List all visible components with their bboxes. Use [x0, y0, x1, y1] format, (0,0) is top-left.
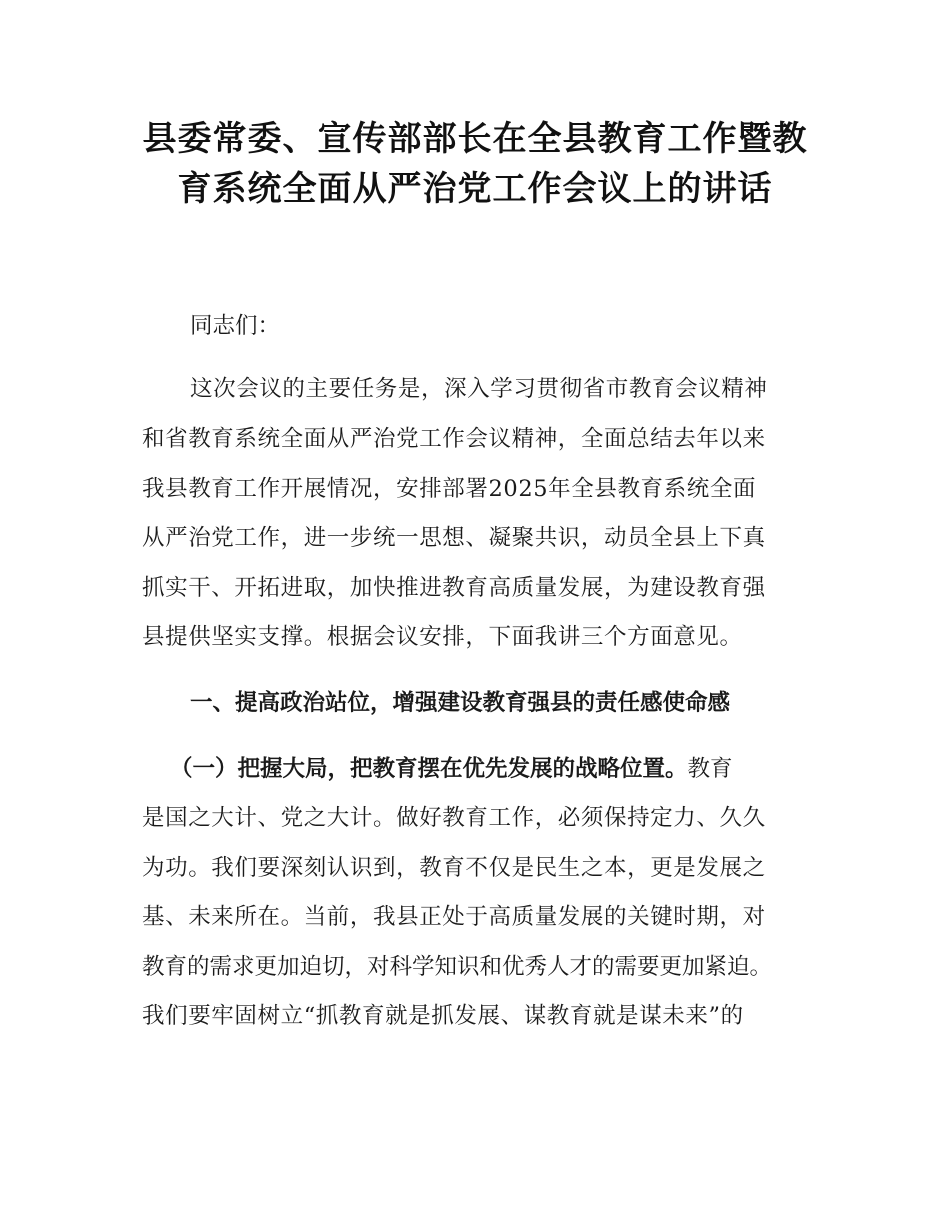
- intro-line-6: 县提供坚实支撑。根据会议安排，下面我讲三个方面意见。: [142, 624, 743, 650]
- salutation: 同志们：: [190, 313, 281, 339]
- subsection-1-line-6: 我们要牢固树立“抓教育就是抓发展、谋教育就是谋未来”的: [142, 1003, 744, 1029]
- subsection-heading-1: （一）把握大局，把教育摆在优先发展的战略位置。: [170, 756, 688, 782]
- subsection-1-line-3: 为功。我们要深刻认识到，教育不仅是民生之本，更是发展之: [142, 855, 766, 881]
- subsection-1-line-5: 教育的需求更加迫切，对科学知识和优秀人才的需要更加紧迫。: [142, 954, 773, 980]
- intro-line-3: 我县教育工作开展情况，安排部署2025年全县教育系统全面: [142, 476, 757, 502]
- document-title-line-2: 育系统全面从严治党工作会议上的讲话: [177, 169, 773, 209]
- subsection-1-line-2: 是国之大计、党之大计。做好教育工作，必须保持定力、久久: [142, 805, 766, 831]
- intro-line-1: 这次会议的主要任务是，深入学习贯彻省市教育会议精神: [190, 376, 768, 402]
- section-heading-1: 一、提高政治站位，增强建设教育强县的责任感使命感: [190, 690, 731, 716]
- document-title-line-1: 县委常委、宣传部部长在全县教育工作暨教: [142, 119, 808, 159]
- subsection-1-first-line: [170, 752, 733, 786]
- intro-line-5: 抓实干、开拓进取，加快推进教育高质量发展，为建设教育强: [142, 575, 766, 601]
- subsection-1-line-4: 基、未来所在。当前，我县正处于高质量发展的关键时期，对: [142, 904, 766, 930]
- intro-line-2: 和省教育系统全面从严治党工作会议精神，全面总结去年以来: [142, 426, 766, 452]
- subsection-1-first-line-rest: 教育: [687, 756, 733, 782]
- intro-line-4: 从严治党工作，进一步统一思想、凝聚共识，动员全县上下真: [142, 525, 766, 551]
